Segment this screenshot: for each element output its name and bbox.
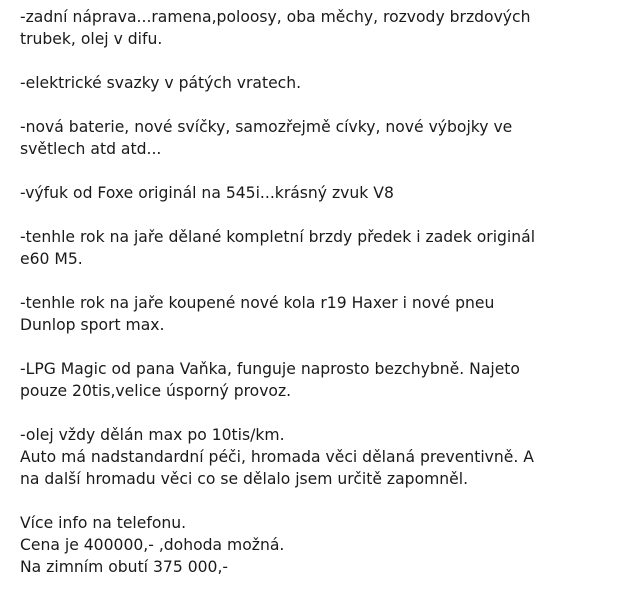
text-line: -nová baterie, nové svíčky, samozřejmě cívky, nové výbojky ve — [20, 118, 513, 136]
price-line: Cena je 400000,- ,dohoda možná. — [20, 536, 285, 554]
paragraph-contact-price — [20, 512, 612, 578]
text-line: e60 M5. — [20, 250, 83, 268]
text-line: Dunlop sport max. — [20, 316, 165, 334]
paragraph-exhaust — [20, 182, 612, 204]
paragraph-brakes — [20, 226, 612, 270]
paragraph-battery — [20, 116, 612, 160]
paragraph-lpg — [20, 358, 612, 402]
price-line: Na zimním obutí 375 000,- — [20, 558, 229, 576]
text-line: pouze 20tis,velice úsporný provoz. — [20, 382, 292, 400]
listing-description — [20, 6, 612, 578]
paragraph-wheels — [20, 292, 612, 336]
text-line: trubek, olej v difu. — [20, 30, 163, 48]
paragraph-rear-axle — [20, 6, 612, 50]
text-line: -olej vždy dělán max po 10tis/km. — [20, 426, 285, 444]
text-line: Více info na telefonu. — [20, 514, 187, 532]
text-line: na další hromadu věci co se dělalo jsem určitě zapomněl. — [20, 470, 469, 488]
text-line: -tenhle rok na jaře dělané kompletní brzdy předek i zadek originál — [20, 228, 536, 246]
text-line: -tenhle rok na jaře koupené nové kola r19 Haxer i nové pneu — [20, 294, 495, 312]
text-line: -výfuk od Foxe originál na 545i...krásný zvuk V8 — [20, 184, 394, 202]
text-line: -elektrické svazky v pátých vratech. — [20, 74, 302, 92]
text-line: světlech atd atd... — [20, 140, 162, 158]
text-line: Auto má nadstandardní péči, hromada věci dělaná preventivně. A — [20, 448, 534, 466]
text-line: -zadní náprava...ramena,poloosy, oba měchy, rozvody brzdových — [20, 8, 531, 26]
paragraph-maintenance — [20, 424, 612, 490]
paragraph-electrical — [20, 72, 612, 94]
text-line: -LPG Magic od pana Vaňka, funguje naprosto bezchybně. Najeto — [20, 360, 520, 378]
